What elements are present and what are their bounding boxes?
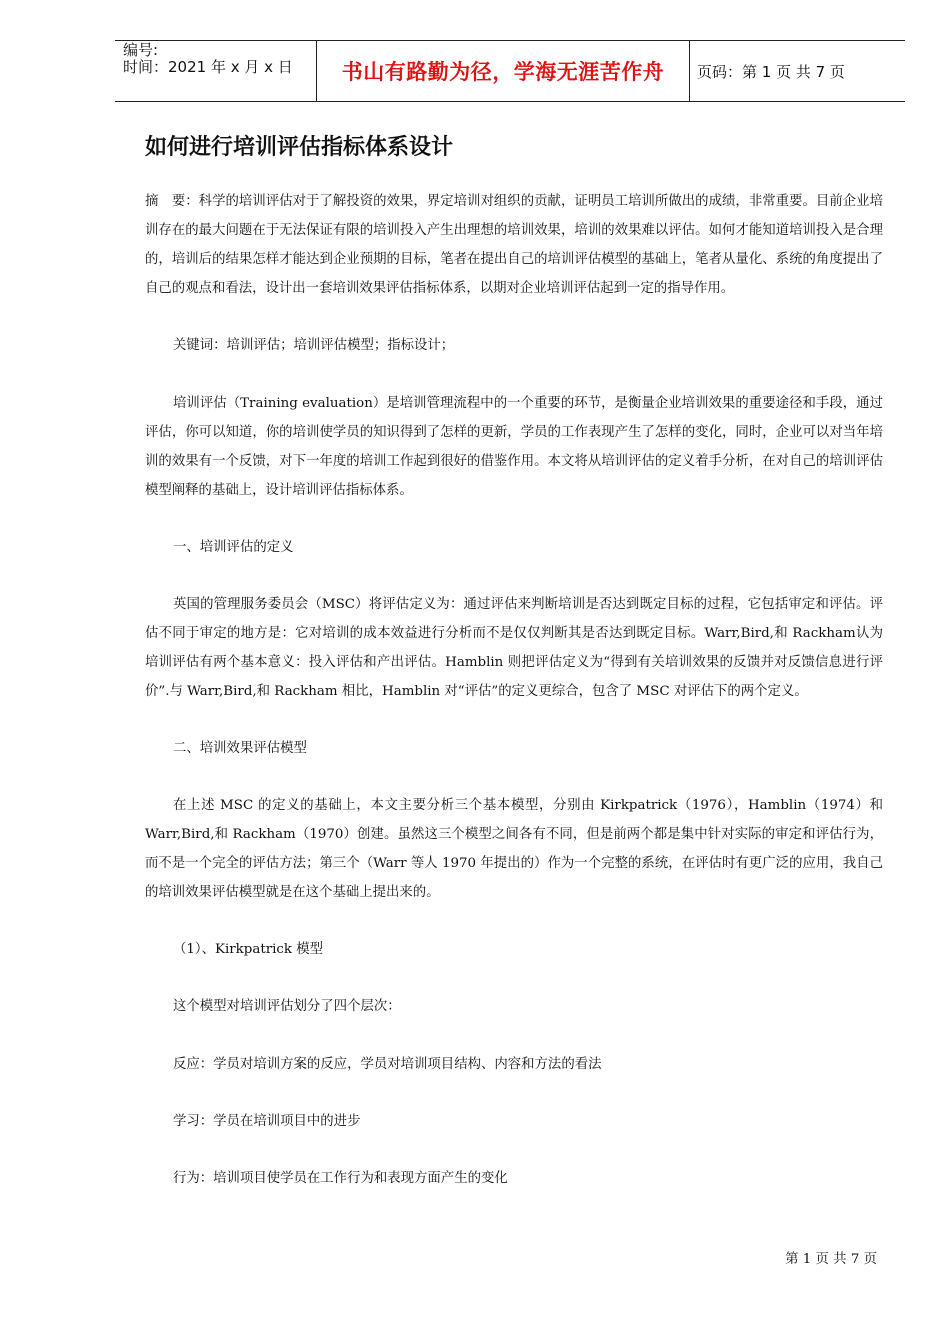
models-paragraph: 在上述 MSC 的定义的基础上，本文主要分析三个基本模型，分别由 Kirkpatrick（1976），Hamblin（1974）和Warr,Bird,和 Rackham（1970）创建。虽然这三个模型之间各有不同，但是前两个都是集中针对实际的审定和评估行为，而不是一个完全的评估方法；第三个（Warr 等人 1970 年提出的）作为一个完整的系统，在评估时有更广泛的应用，我自己的培训效果评估模型就是在这个基础上提出来的。 (145, 798, 883, 900)
document-date-label: 时间：2021 年 x 月 x 日 (123, 58, 293, 76)
list-item: 行为：培训项目使学员在工作行为和表现方面产生的变化 (173, 1171, 508, 1186)
model-heading-kirkpatrick: （1）、Kirkpatrick 模型 (173, 942, 324, 957)
document-number-label: 编号: (123, 41, 159, 59)
header-page-number: 页码：第 1 页 共 7 页 (697, 62, 845, 81)
page-header (115, 40, 905, 102)
page-footer: 第 1 页 共 7 页 (785, 1252, 877, 1267)
definition-paragraph: 英国的管理服务委员会（MSC）将评估定义为：通过评估来判断培训是否达到既定目标的过程，它包括审定和评估。评估不同于审定的地方是：它对培训的成本效益进行分析而不是仅仅判断其是否达到既定目标。Warr,Bird,和 Rackham认为培训评估有两个基本意义：投入评估和产出评估。Hamblin 则把评估定义为“得到有关培训效果的反馈并对反馈信息进行评价”.与 Warr,Bird,和 Rackham 相比，Hamblin 对“评估”的定义更综合，包含了 MSC 对评估下的两个定义。 (145, 597, 883, 699)
document-title: 如何进行培训评估指标体系设计 (145, 135, 454, 160)
model-intro-line: 这个模型对培训评估划分了四个层次： (173, 999, 401, 1014)
section-heading-models: 二、培训效果评估模型 (173, 741, 307, 756)
header-motto: 书山有路勤为径，学海无涯苦作舟 (316, 41, 690, 101)
intro-paragraph: 培训评估（Training evaluation）是培训管理流程中的一个重要的环节，是衡量企业培训效果的重要途径和手段，通过评估，你可以知道，你的培训使学员的知识得到了怎样的更新，学员的工作表现产生了怎样的变化，同时，企业可以对当年培训的效果有一个反馈，对下一年度的培训工作起到很好的借鉴作用。本文将从培训评估的定义着手分析，在对自己的培训评估模型阐释的基础上，设计培训评估指标体系。 (145, 396, 883, 498)
list-item: 学习：学员在培训项目中的进步 (173, 1114, 361, 1129)
header-meta (123, 41, 313, 102)
list-item: 反应：学员对培训方案的反应，学员对培训项目结构、内容和方法的看法 (173, 1057, 602, 1072)
abstract-paragraph: 摘 要：科学的培训评估对于了解投资的效果，界定培训对组织的贡献，证明员工培训所做出的成绩，非常重要。目前企业培训存在的最大问题在于无法保证有限的培训投入产生出理想的培训效果，培训的效果难以评估。如何才能知道培训投入是合理的，培训后的结果怎样才能达到企业预期的目标，笔者在提出自己的培训评估模型的基础上，笔者从量化、系统的角度提出了自己的观点和看法，设计出一套培训效果评估指标体系，以期对企业培训评估起到一定的指导作用。 (145, 194, 883, 296)
keywords-line: 关键词：培训评估；培训评估模型；指标设计； (173, 338, 455, 353)
section-heading-definition: 一、培训评估的定义 (173, 540, 294, 555)
